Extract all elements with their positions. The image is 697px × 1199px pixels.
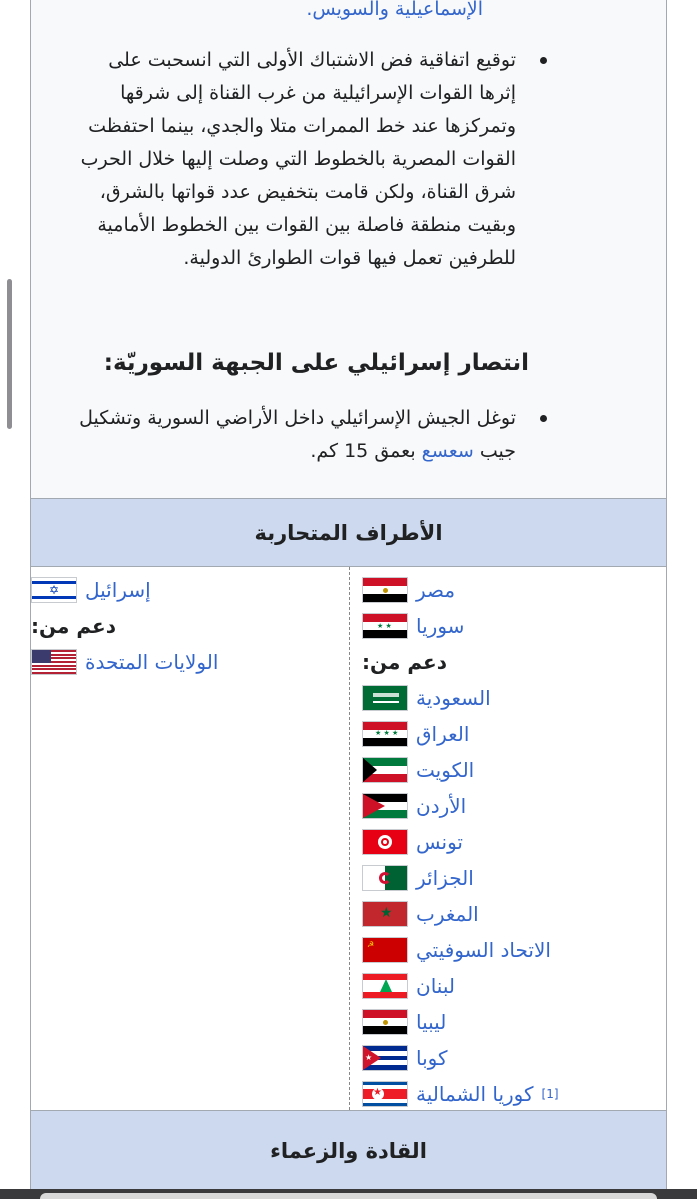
libya-flag-icon[interactable] <box>362 1009 408 1035</box>
country-link-tunisia[interactable]: تونس <box>416 830 463 854</box>
egypt-flag-icon[interactable] <box>362 577 408 603</box>
country-row-iraq[interactable] <box>362 716 662 752</box>
browser-bottom-bar <box>0 1189 697 1199</box>
syria-front-heading: انتصار إسرائيلي على الجبهة السوريّة: <box>103 350 529 376</box>
country-row-israel[interactable] <box>31 572 344 608</box>
country-link-lebanon[interactable]: لبنان <box>416 974 455 998</box>
country-row-kuwait[interactable] <box>362 752 662 788</box>
ussr-flag-icon[interactable]: ☭ <box>362 937 408 963</box>
infobox <box>30 0 667 1190</box>
tunisia-flag-icon[interactable] <box>362 829 408 855</box>
side-a-column <box>362 572 662 1112</box>
morocco-flag-icon[interactable]: ★ <box>362 901 408 927</box>
country-link-iraq[interactable]: العراق <box>416 722 470 746</box>
country-row-usa[interactable] <box>31 644 344 680</box>
support-label: دعم من: <box>31 614 116 638</box>
country-link-egypt[interactable]: مصر <box>416 578 456 602</box>
column-divider <box>349 567 350 1110</box>
israel-flag-icon[interactable]: ✡ <box>31 577 77 603</box>
country-row-saudi[interactable] <box>362 680 662 716</box>
country-row-uar[interactable] <box>362 608 662 644</box>
lebanon-flag-icon[interactable] <box>362 973 408 999</box>
reference-link[interactable]: [1] <box>541 1087 559 1101</box>
country-link-libya[interactable]: ليبيا <box>416 1010 447 1034</box>
egypt-front-bullet <box>76 44 516 275</box>
country-link-jordan[interactable]: الأردن <box>416 794 467 818</box>
commanders-header: القادة والزعماء <box>31 1110 666 1190</box>
ismailia-suez-link[interactable]: الإسماعيلية والسويس. <box>306 0 483 20</box>
country-link-ussr[interactable]: الاتحاد السوفيتي <box>416 938 551 962</box>
country-row-tunisia[interactable] <box>362 824 662 860</box>
syria-front-text-2: بعمق 15 كم. <box>310 440 422 462</box>
bullet-dot <box>540 415 547 422</box>
syria-front-text-1: توغل الجيش الإسرائيلي داخل الأراضي السورية وتشكيل جيب <box>79 407 516 462</box>
country-link-morocco[interactable]: المغرب <box>416 902 479 926</box>
country-row-egypt[interactable] <box>362 572 662 608</box>
usa-flag-icon[interactable] <box>31 649 77 675</box>
support-label: دعم من: <box>362 650 447 674</box>
syria-front-bullet <box>76 402 516 468</box>
uar-flag-icon[interactable]: ★ ★ <box>362 613 408 639</box>
egypt-front-text: توقيع اتفاقية فض الاشتباك الأولى التي انسحبت على إثرها القوات الإسرائيلية من غرب القناة إلى شرقها وتمركزها عند خط الممرات متلا والجدي، بينما احتفظت القوات المصرية بالخطوط التي وصلت إليها خلال الحرب شرق القناة، ولكن قامت بتخفيض عدد قواتها بالشرق، وبقيت منطقة فاصلة بين القوات بين الخطوط الأمامية للطرفين تعمل فيها قوات الطوارئ الدولية. <box>80 49 516 269</box>
algeria-flag-icon[interactable] <box>362 865 408 891</box>
sasa-link[interactable]: سعسع <box>421 440 474 462</box>
saudi-flag-icon[interactable] <box>362 685 408 711</box>
belligerents-columns <box>31 567 666 1110</box>
country-link-usa[interactable]: الولايات المتحدة <box>85 650 219 674</box>
country-row-algeria[interactable] <box>362 860 662 896</box>
country-row-cuba[interactable] <box>362 1040 662 1076</box>
country-row-jordan[interactable] <box>362 788 662 824</box>
scrollbar[interactable] <box>7 279 12 429</box>
country-row-lebanon[interactable] <box>362 968 662 1004</box>
country-link-uar[interactable]: سوريا <box>416 614 465 638</box>
country-link-kuwait[interactable]: الكويت <box>416 758 475 782</box>
bullet-dot <box>540 57 547 64</box>
country-link-algeria[interactable]: الجزائر <box>416 866 474 890</box>
country-link-cuba[interactable]: كوبا <box>416 1046 448 1070</box>
country-row-morocco[interactable] <box>362 896 662 932</box>
country-link-saudi[interactable]: السعودية <box>416 686 491 710</box>
country-row-nkorea[interactable] <box>362 1076 662 1112</box>
country-link-israel[interactable]: إسرائيل <box>85 578 151 602</box>
belligerents-header: الأطراف المتحاربة <box>31 498 666 567</box>
kuwait-flag-icon[interactable] <box>362 757 408 783</box>
country-link-nkorea[interactable]: كوريا الشمالية <box>416 1082 534 1106</box>
country-row-libya[interactable] <box>362 1004 662 1040</box>
nkorea-flag-icon[interactable]: ★ <box>362 1081 408 1107</box>
iraq-flag-icon[interactable]: ★ ★ ★ <box>362 721 408 747</box>
country-row-ussr[interactable] <box>362 932 662 968</box>
side-b-column <box>31 572 344 680</box>
cuba-flag-icon[interactable]: ★ <box>362 1045 408 1071</box>
jordan-flag-icon[interactable] <box>362 793 408 819</box>
